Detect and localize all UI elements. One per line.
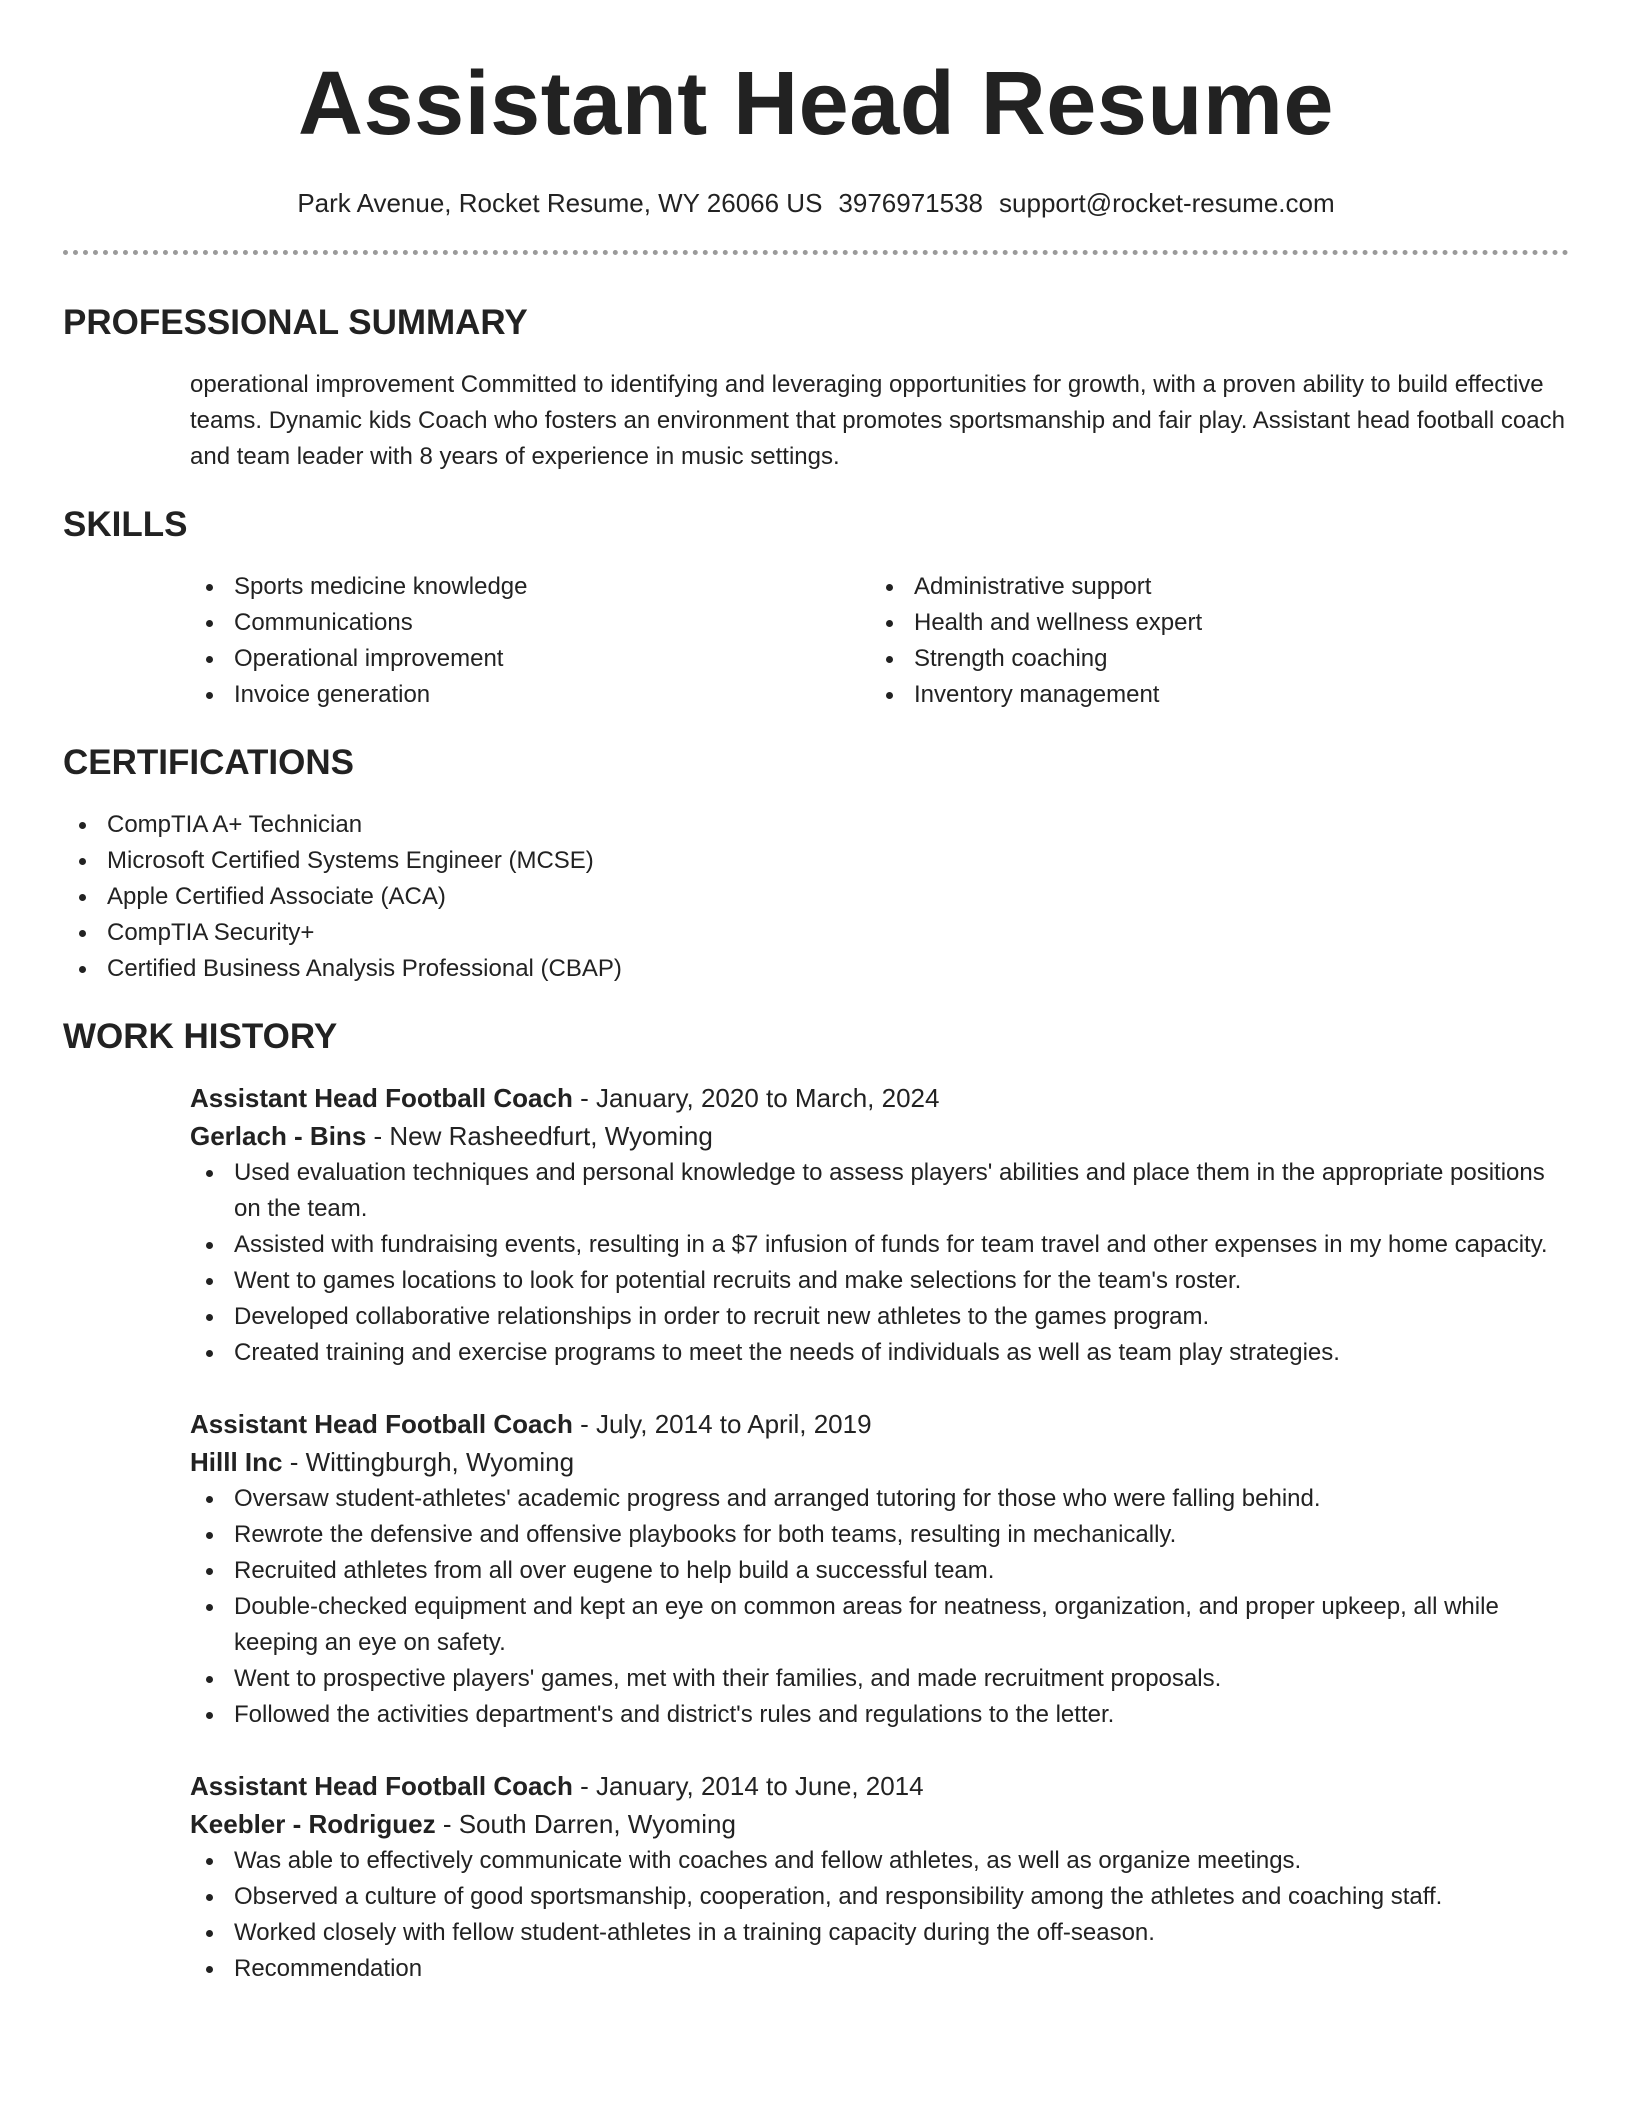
job-bullet: Recommendation [190,1951,1569,1987]
contact-address: Park Avenue, Rocket Resume, WY 26066 US [297,188,823,218]
job-bullet: Rewrote the defensive and offensive playbooks for both teams, resulting in mechanically. [190,1517,1569,1553]
job-title: Assistant Head Football Coach [190,1083,573,1113]
job-bullet: Observed a culture of good sportsmanship, cooperation, and responsibility among the athletes and coaching staff. [190,1879,1569,1915]
skills-left-list [190,569,870,713]
contact-email: support@rocket-resume.com [999,188,1335,218]
job-bullet: Followed the activities department's and district's rules and regulations to the letter. [190,1697,1569,1733]
skill-item: Sports medicine knowledge [190,569,870,605]
job-title-line [190,1079,1569,1117]
job-bullets [190,1843,1569,1987]
resume-name: Assistant Head Resume [298,54,1334,154]
certification-item: CompTIA A+ Technician [63,807,1569,843]
job-bullet: Used evaluation techniques and personal knowledge to assess players' abilities and place them in the appropriate positions on the team. [190,1155,1569,1227]
certification-item: Apple Certified Associate (ACA) [63,879,1569,915]
job-bullet: Oversaw student-athletes' academic progress and arranged tutoring for those who were falling behind. [190,1481,1569,1517]
resume-header [0,0,1632,220]
job-dates: - July, 2014 to April, 2019 [572,1409,872,1439]
skill-item: Invoice generation [190,677,870,713]
job-entry [190,1767,1569,1987]
job-bullet: Recruited athletes from all over eugene to help build a successful team. [190,1553,1569,1589]
job-bullet: Worked closely with fellow student-athletes in a training capacity during the off-season. [190,1915,1569,1951]
skill-item: Strength coaching [870,641,1550,677]
job-bullet: Went to prospective players' games, met with their families, and made recruitment proposals. [190,1661,1569,1697]
job-company-line [190,1443,1569,1481]
certification-item: CompTIA Security+ [63,915,1569,951]
job-company: Gerlach - Bins [190,1121,367,1151]
skill-item: Health and wellness expert [870,605,1550,641]
work-history-title: WORK HISTORY [63,1017,338,1056]
job-company: Hilll Inc [190,1447,283,1477]
job-title-line [190,1767,1569,1805]
job-dates: - January, 2020 to March, 2024 [572,1083,940,1113]
job-bullets [190,1481,1569,1733]
certification-item: Microsoft Certified Systems Engineer (MCSE) [63,843,1569,879]
job-title: Assistant Head Football Coach [190,1409,573,1439]
job-title: Assistant Head Football Coach [190,1771,573,1801]
job-bullet: Created training and exercise programs to meet the needs of individuals as well as team play strategies. [190,1335,1569,1371]
contact-phone: 3976971538 [838,188,984,218]
contact-line [0,186,1632,220]
skill-item: Administrative support [870,569,1550,605]
skill-item: Operational improvement [190,641,870,677]
job-bullet: Went to games locations to look for potential recruits and make selections for the team's roster. [190,1263,1569,1299]
job-company-line [190,1805,1569,1843]
job-title-line [190,1405,1569,1443]
skill-item: Communications [190,605,870,641]
summary-section [63,301,1569,475]
skills-section [63,503,1569,713]
job-dates: - January, 2014 to June, 2014 [572,1771,924,1801]
work-history-section [63,1015,1569,1987]
skills-title: SKILLS [63,505,188,544]
summary-title: PROFESSIONAL SUMMARY [63,303,528,342]
certifications-list [63,807,1569,987]
skill-item: Inventory management [870,677,1550,713]
certifications-section [63,741,1569,987]
header-divider [63,250,1569,255]
job-location: - New Rasheedfurt, Wyoming [366,1121,713,1151]
job-location: - Wittingburgh, Wyoming [282,1447,575,1477]
job-entry [190,1079,1569,1371]
job-bullet: Assisted with fundraising events, resulting in a $7 infusion of funds for team travel and other expenses in my home capacity. [190,1227,1569,1263]
job-company-line [190,1117,1569,1155]
skills-grid [190,569,1569,713]
summary-text: operational improvement Committed to identifying and leveraging opportunities for growth, with a proven ability to build effective teams. Dynamic kids Coach who fosters an environment that promotes sportsmanship and fair play. Assistant head football coach and team leader with 8 years of experience in music settings. [190,371,1565,470]
job-entry [190,1405,1569,1733]
job-bullet: Developed collaborative relationships in order to recruit new athletes to the games program. [190,1299,1569,1335]
certification-item: Certified Business Analysis Professional (CBAP) [63,951,1569,987]
job-bullet: Was able to effectively communicate with coaches and fellow athletes, as well as organize meetings. [190,1843,1569,1879]
job-bullets [190,1155,1569,1371]
job-company: Keebler - Rodriguez [190,1809,436,1839]
skills-right-list [870,569,1550,713]
job-bullet: Double-checked equipment and kept an eye on common areas for neatness, organization, and proper upkeep, all while keeping an eye on safety. [190,1589,1569,1661]
job-location: - South Darren, Wyoming [435,1809,736,1839]
certifications-title: CERTIFICATIONS [63,743,355,782]
